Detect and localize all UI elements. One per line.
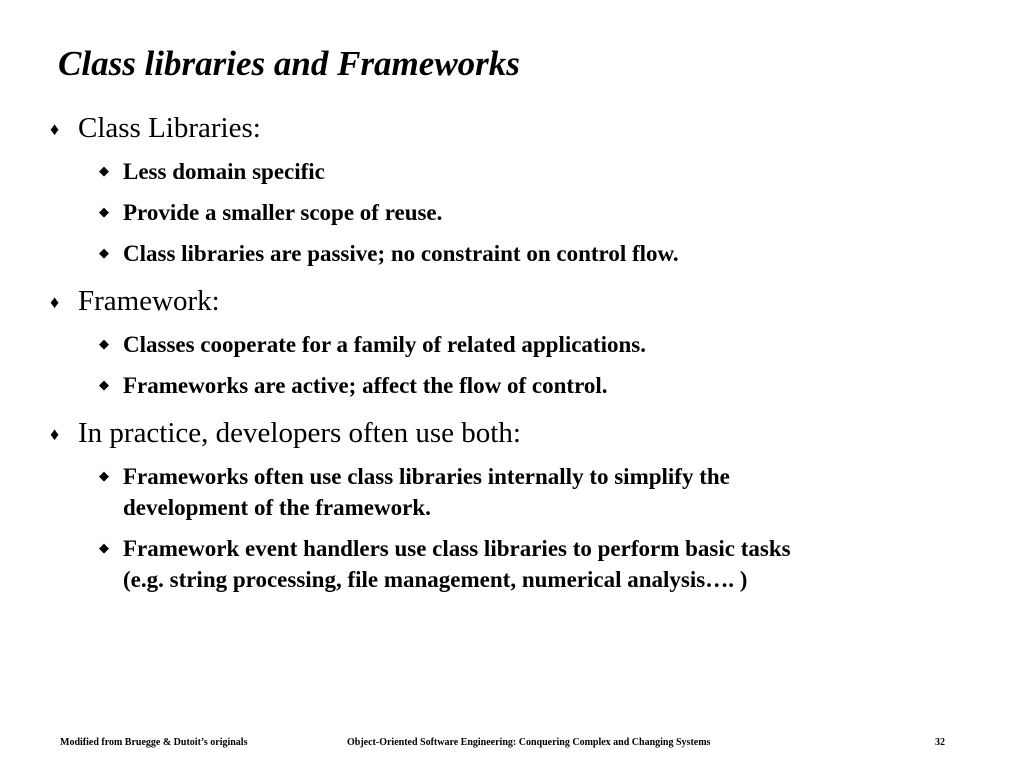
bullet-level2-item <box>0 238 1024 269</box>
footer-attribution: Modified from Bruegge & Dutoit’s originals <box>60 737 248 748</box>
bullet-level2-item <box>0 156 1024 187</box>
bullet-level2-item <box>0 370 1024 401</box>
footer-course-title: Object-Oriented Software Engineering: Conquering Complex and Changing Systems <box>347 737 711 748</box>
diamond-bullet-icon: ◆ <box>99 163 109 178</box>
section-class-libraries <box>0 110 1024 269</box>
diamond-bullet-icon: ♦ <box>50 119 60 139</box>
diamond-bullet-icon: ◆ <box>99 540 109 555</box>
diamond-bullet-icon: ♦ <box>50 292 60 312</box>
bullet-text <box>123 329 984 360</box>
bullet-text <box>123 238 984 269</box>
diamond-bullet-icon: ◆ <box>99 377 109 392</box>
bullet-text <box>123 370 984 401</box>
bullet-text-line: Frameworks are active; affect the flow of control. <box>123 373 608 398</box>
bullet-level1-item <box>0 110 1024 146</box>
slide-title: Class libraries and Frameworks <box>58 44 520 83</box>
bullet-level1-item <box>0 415 1024 451</box>
bullet-heading: Framework: <box>78 285 220 317</box>
bullet-heading: In practice, developers often use both: <box>78 417 521 449</box>
diamond-bullet-icon: ♦ <box>50 424 60 444</box>
bullet-text-line: Less domain specific <box>123 159 325 184</box>
bullet-text-line: Provide a smaller scope of reuse. <box>123 200 443 225</box>
bullet-heading: Class Libraries: <box>78 112 261 144</box>
bullet-level1-item <box>0 283 1024 319</box>
diamond-bullet-icon: ◆ <box>99 468 109 483</box>
diamond-bullet-icon: ◆ <box>99 245 109 260</box>
diamond-bullet-icon: ◆ <box>99 204 109 219</box>
slide-content <box>0 110 1024 595</box>
section-framework <box>0 283 1024 401</box>
bullet-text-line: Frameworks often use class libraries internally to simplify the <box>123 464 730 489</box>
diamond-bullet-icon: ◆ <box>99 336 109 351</box>
bullet-level2-item <box>0 197 1024 228</box>
bullet-text-line: Classes cooperate for a family of related applications. <box>123 332 646 357</box>
bullet-text-line: Class libraries are passive; no constraint on control flow. <box>123 241 679 266</box>
bullet-text-line: development of the framework. <box>123 495 431 520</box>
bullet-text-line: Framework event handlers use class libraries to perform basic tasks <box>123 536 791 561</box>
section-in-practice <box>0 415 1024 595</box>
bullet-text-line: (e.g. string processing, file management, numerical analysis…. ) <box>123 567 748 592</box>
bullet-level2-item <box>0 533 1024 595</box>
bullet-text <box>123 533 984 595</box>
bullet-text <box>123 461 984 523</box>
bullet-text <box>123 156 984 187</box>
bullet-level2-item <box>0 461 1024 523</box>
bullet-text <box>123 197 984 228</box>
bullet-level2-item <box>0 329 1024 360</box>
page-number: 32 <box>935 737 945 748</box>
